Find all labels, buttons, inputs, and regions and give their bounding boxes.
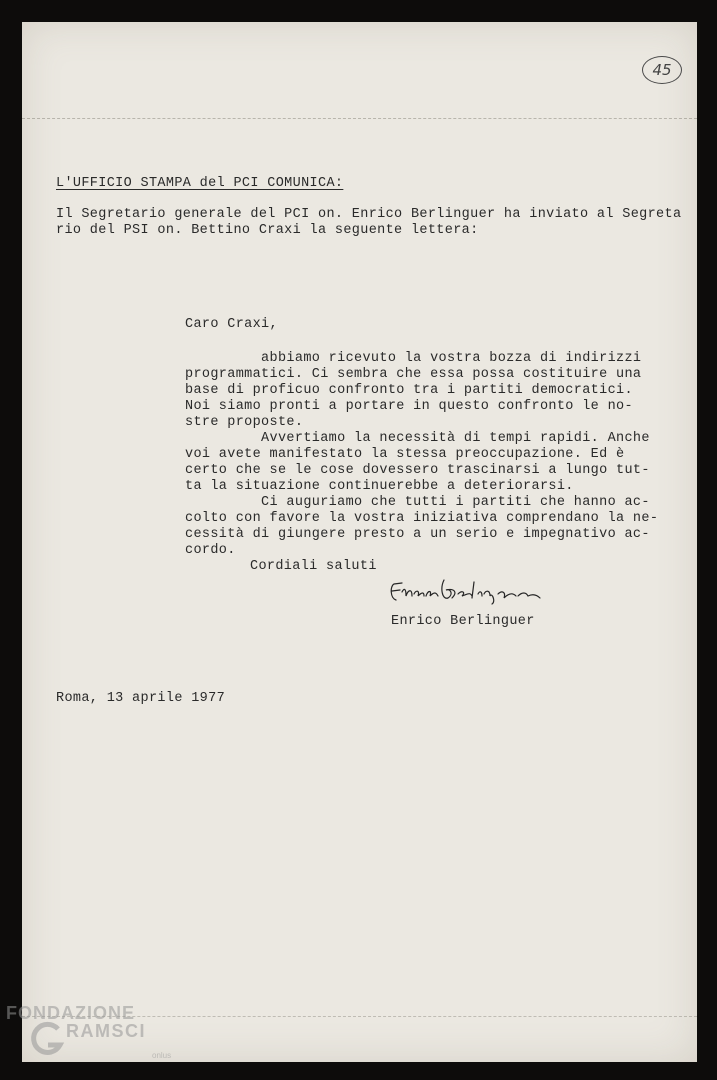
letter-salutation: Caro Craxi, <box>185 317 278 332</box>
letter-body-line: voi avete manifestato la stessa preoccupazione. Ed è <box>185 447 625 462</box>
watermark-line-1: FONDAZIONE <box>6 1003 135 1023</box>
letter-body-line: colto con favore la vostra iniziativa comprendano la ne- <box>185 511 659 526</box>
archive-watermark <box>6 1003 172 1060</box>
letter-closing: Cordiali saluti <box>250 559 377 574</box>
page-number: 45 <box>642 56 682 84</box>
watermark-g-logo-icon <box>28 1019 68 1059</box>
place-and-date: Roma, 13 aprile 1977 <box>56 691 226 706</box>
signer-name: Enrico Berlinguer <box>391 614 535 629</box>
letter-body-line: abbiamo ricevuto la vostra bozza di indirizzi <box>185 351 642 366</box>
letter-body-line: stre proposte. <box>185 415 304 430</box>
letter-body-line: Noi siamo pronti a portare in questo confronto le no- <box>185 399 633 414</box>
letter-body-line: programmatici. Ci sembra che essa possa costituire una <box>185 367 642 382</box>
letter-body-line: certo che se le cose dovessero trascinarsi a lungo tut- <box>185 463 650 478</box>
handwritten-signature <box>388 574 563 608</box>
letter-body-line: base di proficuo confronto tra i partiti democratici. <box>185 383 633 398</box>
press-office-heading: L'UFFICIO STAMPA del PCI COMUNICA: <box>56 176 344 191</box>
letter-body-line: Ci auguriamo che tutti i partiti che hanno ac- <box>185 495 650 510</box>
fold-line-top <box>22 118 697 119</box>
letter-body-line: Avvertiamo la necessità di tempi rapidi. Anche <box>185 431 650 446</box>
intro-line-1: Il Segretario generale del PCI on. Enrico Berlinguer ha inviato al Segreta <box>56 207 682 222</box>
letter-body-line: cordo. <box>185 543 236 558</box>
document-page <box>22 22 697 1062</box>
letter-body-line: cessità di giungere presto a un serio e impegnativo ac- <box>185 527 650 542</box>
letter-body-line: ta la situazione continuerebbe a deteriorarsi. <box>185 479 574 494</box>
watermark-suffix: onlus <box>152 1051 172 1060</box>
watermark-line-2: RAMSCI <box>66 1021 146 1041</box>
intro-line-2: rio del PSI on. Bettino Craxi la seguente lettera: <box>56 223 479 238</box>
